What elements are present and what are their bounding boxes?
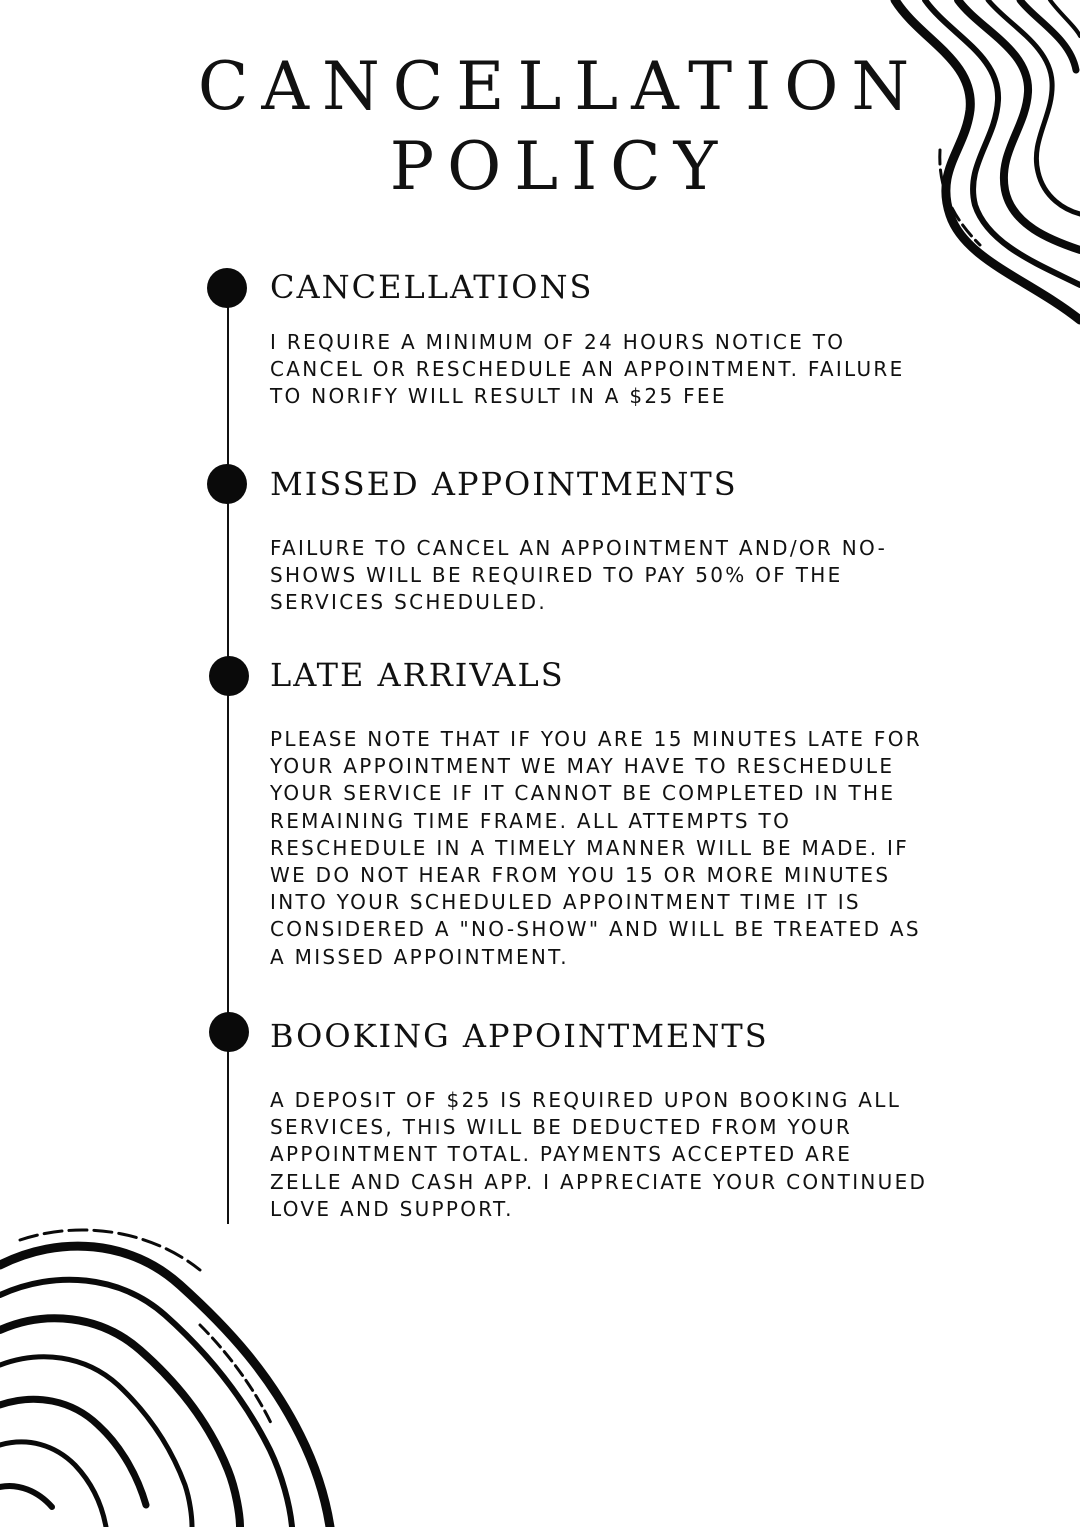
section-heading-missed-appointments: MISSED APPOINTMENTS [270,465,738,503]
section-heading-cancellations: CANCELLATIONS [270,268,594,306]
brush-swirl-bottom-left-decoration [0,1225,360,1527]
timeline-line [227,288,229,1224]
section-body-cancellations: I REQUIRE A MINIMUM OF 24 HOURS NOTICE TO CANCEL OR RESCHEDULE AN APPOINTMENT. FAILURE TO NORIFY WILL RESULT IN A $25 FEE [270,330,905,409]
timeline-dot-late-arrivals [209,656,249,696]
page-title-line-2: POLICY [389,128,731,205]
page-title-line-1: CANCELLATION [197,48,923,125]
section-body-late-arrivals: PLEASE NOTE THAT IF YOU ARE 15 MINUTES LATE FOR YOUR APPOINTMENT WE MAY HAVE TO RESCHEDULE YOUR SERVICE IF IT CANNOT BE COMPLETED IN THE REMAINING TIME FRAME. ALL ATTEMPTS TO RESCHEDULE IN A TIMELY MANNER WILL BE MADE. IF WE DO NOT HEAR FROM YOU 15 OR MORE MINUTES INTO YOUR SCHEDULED APPOINTMENT TIME IT IS CONSIDERED A "NO-SHOW" AND WILL BE TREATED AS A MISSED APPOINTMENT. [270,727,922,969]
timeline-dot-booking-appointments [209,1012,249,1052]
section-heading-late-arrivals: LATE ARRIVALS [270,656,565,694]
timeline-dot-missed-appointments [207,464,247,504]
section-heading-booking-appointments: BOOKING APPOINTMENTS [270,1017,769,1055]
timeline-dot-cancellations [207,268,247,308]
section-body-missed-appointments: FAILURE TO CANCEL AN APPOINTMENT AND/OR NO-SHOWS WILL BE REQUIRED TO PAY 50% OF THE SERVICES SCHEDULED. [270,536,888,615]
section-body-booking-appointments: A DEPOSIT OF $25 IS REQUIRED UPON BOOKING ALL SERVICES, THIS WILL BE DEDUCTED FROM YOUR APPOINTMENT TOTAL. PAYMENTS ACCEPTED ARE ZELLE AND CASH APP. I APPRECIATE YOUR CONTINUED LOVE AND SUPPORT. [270,1088,928,1221]
